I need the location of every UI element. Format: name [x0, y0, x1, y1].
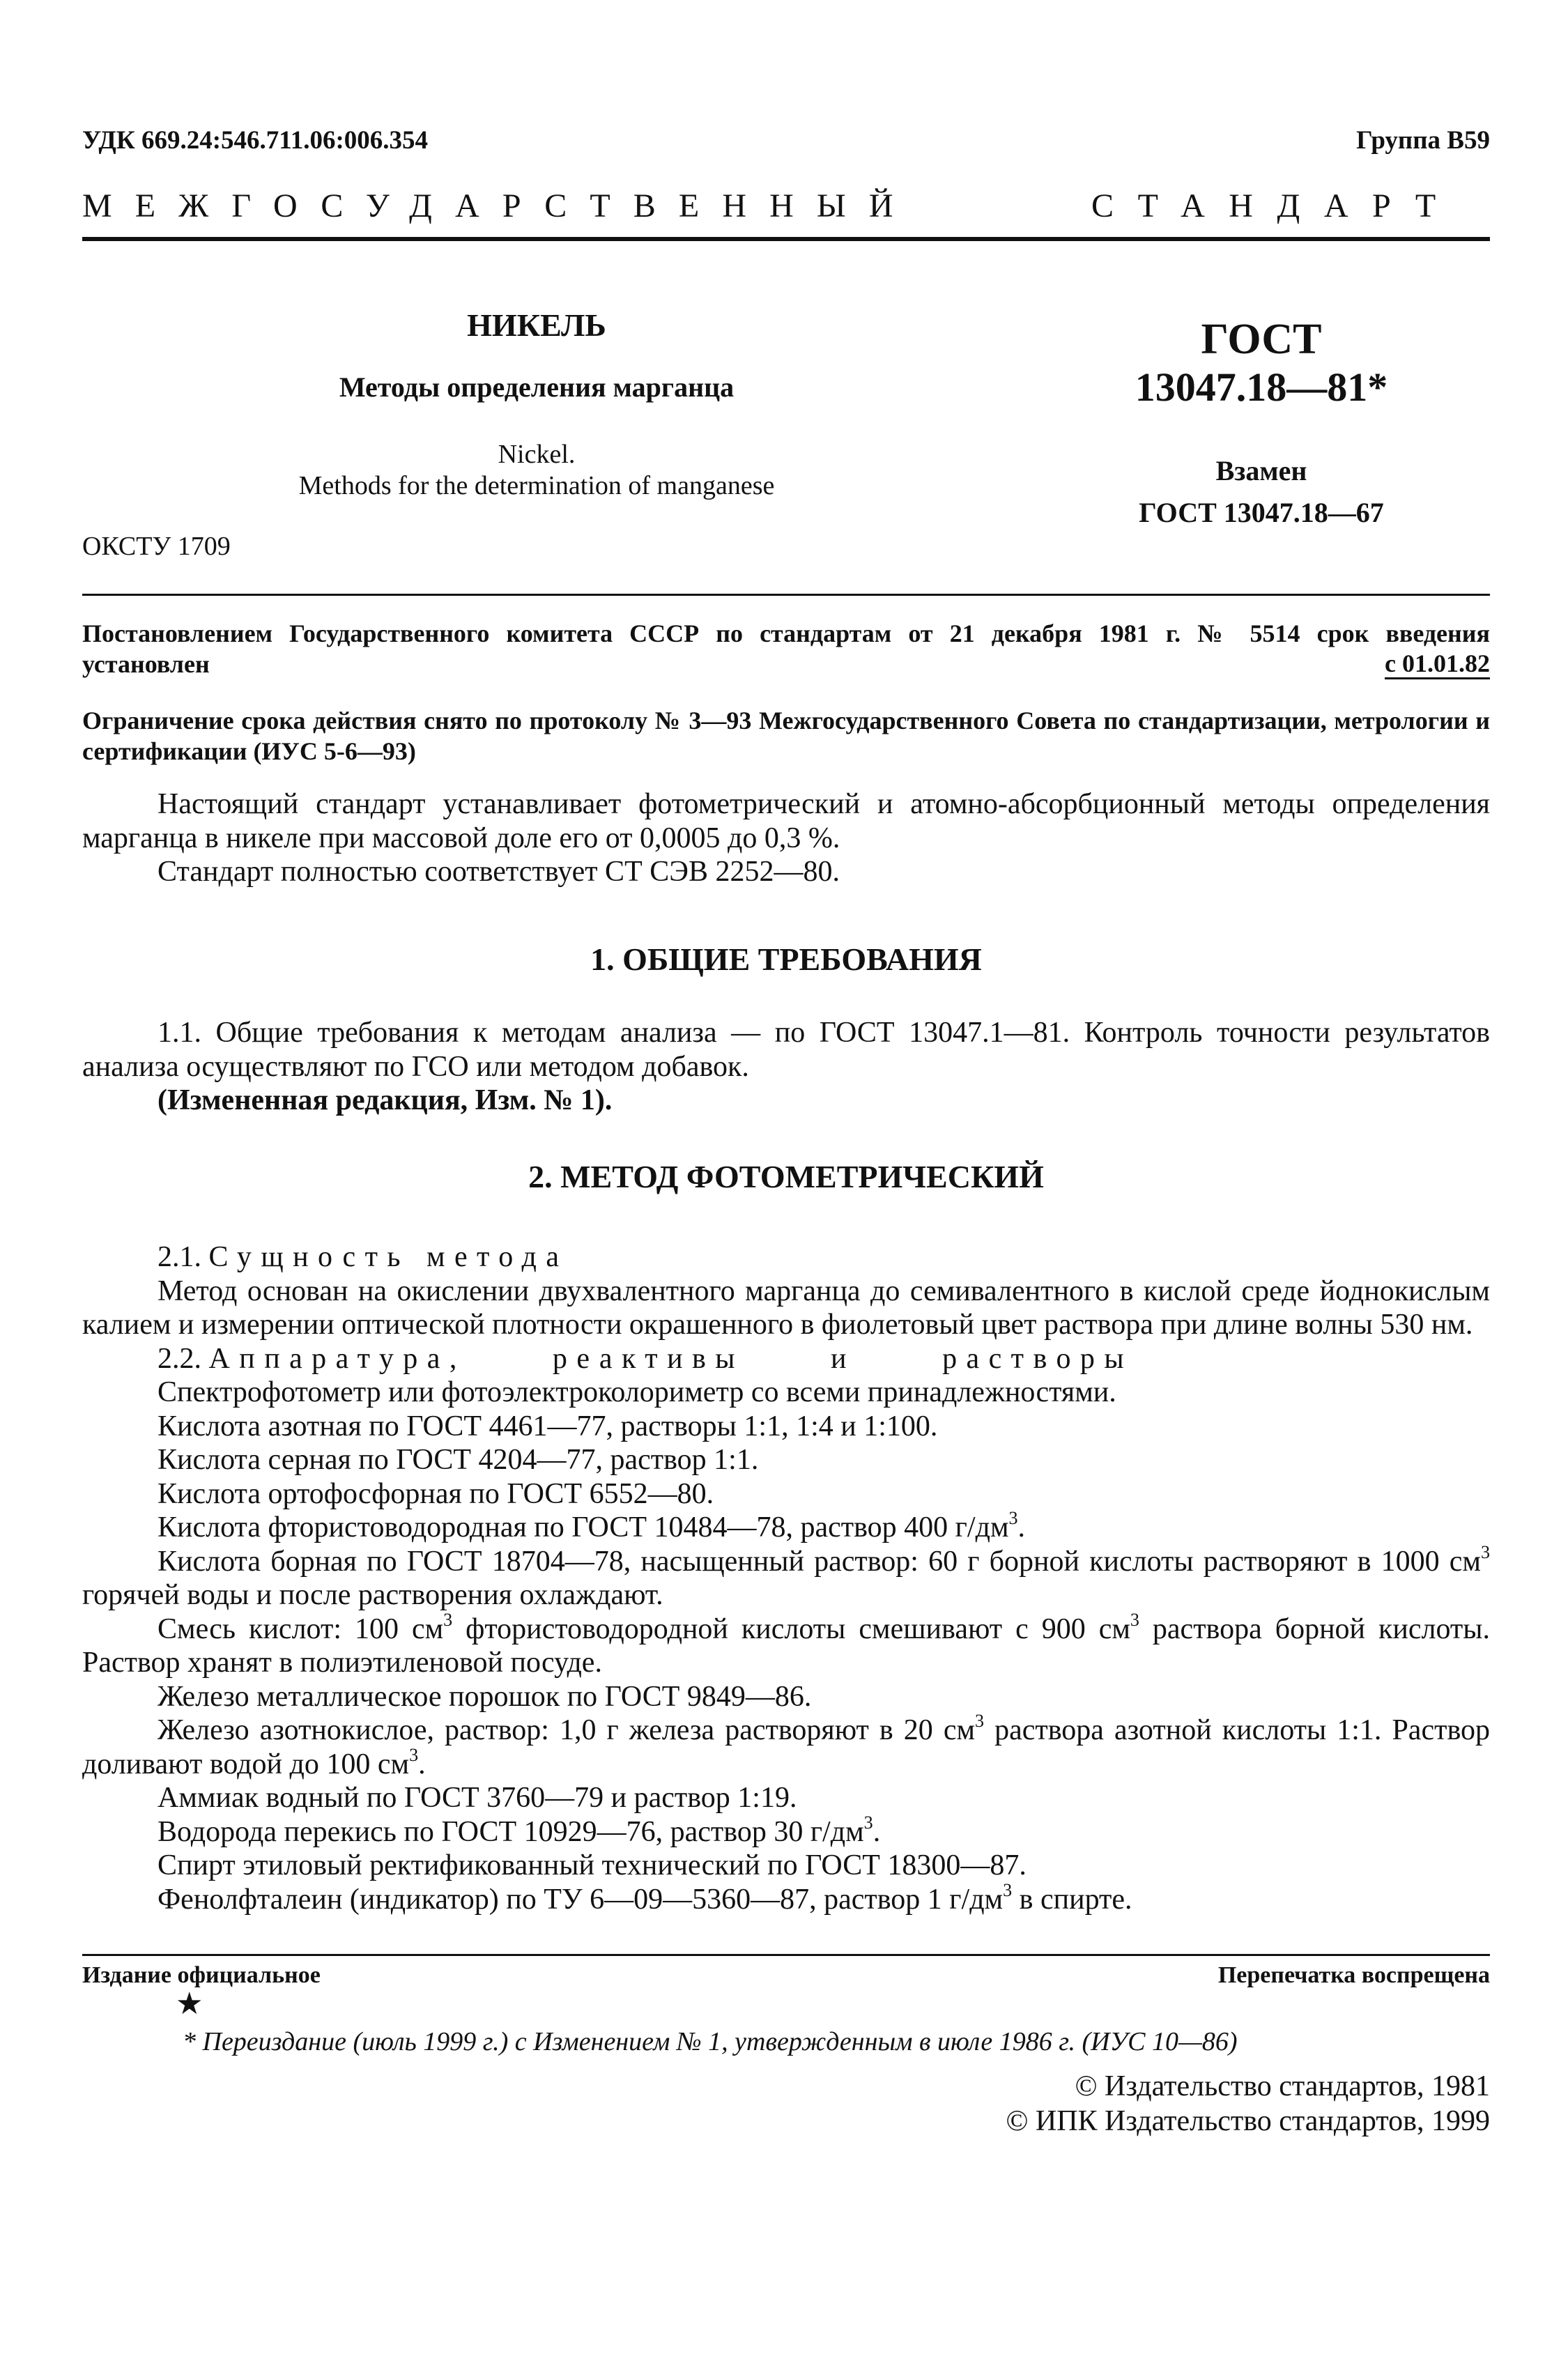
clause-2-2-word4: растворы: [942, 1342, 1133, 1375]
reagent-item: Смесь кислот: 100 $см^3$ фтористоводородной кислоты смешивают с 900 $см^3$ раствора борной кислоты. Раствор хранят в полиэтиленовой посуде.: [82, 1609, 1491, 1679]
copyright-1981: © Издательство стандартов, 1981: [1075, 2070, 1490, 2102]
decree-date: с 01.01.82: [1385, 649, 1490, 679]
intro-paragraph: Настоящий стандарт устанавливает фотометрический и атомно-абсорбционный методы определения марганца в никеле при массовой доле его от 0,0005 до 0,3 %.: [82, 788, 1490, 854]
udk-code: УДК 669.24:546.711.06:006.354: [82, 126, 429, 155]
clause-2-1-heading: [82, 1240, 1490, 1275]
clause-2-2-word2: реактивы: [552, 1342, 744, 1375]
limitation-note: Ограничение срока действия снято по протоколу № 3—93 Межгосударственного Совета по стандартизации, метрологии и сертификации (ИУС 5-6—93): [82, 707, 1490, 765]
gost-number: 13047.18—81*: [1135, 364, 1388, 410]
replaces-label: Взамен: [1215, 455, 1307, 486]
banner-right: СТАНДАРТ: [1091, 187, 1460, 224]
english-title-line2: Methods for the determination of manganese: [298, 471, 775, 500]
reprint-prohibited: Перепечатка воспрещена: [1217, 1962, 1490, 1988]
footer-rule: [82, 1954, 1490, 1956]
banner-left: МЕЖГОСУДАРСТВЕННЫЙ: [82, 187, 916, 224]
reagent-item: Спектрофотометр или фотоэлектроколориметр со всеми принадлежностями.: [157, 1376, 1116, 1408]
banner-rule: [82, 237, 1490, 241]
intro: [82, 787, 1490, 889]
title-rule: [82, 594, 1490, 596]
edit-note: (Измененная редакция, Изм. № 1).: [157, 1084, 613, 1116]
decree-line2-left: установлен: [82, 650, 210, 678]
document-title: НИКЕЛЬ: [467, 307, 606, 343]
gost-label: ГОСТ: [1201, 316, 1322, 363]
clause-1-1: 1.1. Общие требования к методам анализа — по ГОСТ 13047.1—81. Контроль точности результатов анализа осуществляют по ГСО или методом добавок.: [82, 1017, 1490, 1083]
reagent-item: Кислота серная по ГОСТ 4204—77, раствор 1:1.: [157, 1444, 759, 1476]
okstu-code: ОКСТУ 1709: [82, 532, 231, 561]
star-icon: ★: [176, 1987, 203, 2021]
english-title-line1: Nickel.: [498, 440, 576, 469]
document-subtitle: Методы определения марганца: [339, 371, 735, 403]
section2-body: [82, 1240, 1490, 1916]
reagent-item: Водорода перекись по ГОСТ 10929—76, раствор 30 $г/дм^3$.: [157, 1812, 881, 1848]
reagent-item: Железо азотнокислое, раствор: 1,0 г железа растворяют в 20 $см^3$ раствора азотной кислоты 1:1. Раствор доливают водой до 100 $см^3$.: [82, 1710, 1490, 1780]
reagent-item: Кислота азотная по ГОСТ 4461—77, растворы 1:1, 1:4 и 1:100.: [157, 1410, 938, 1442]
copyright-1999: © ИПК Издательство стандартов, 1999: [1006, 2105, 1490, 2137]
reagent-item: Аммиак водный по ГОСТ 3760—79 и раствор 1:19.: [157, 1782, 797, 1814]
reagent-item: Кислота фтористоводородная по ГОСТ 10484—78, раствор 400 $г/дм^3$.: [157, 1507, 1026, 1543]
clause-2-2-number: 2.2. Аппаратура,: [157, 1342, 466, 1375]
group-code: Группа В59: [1356, 126, 1490, 155]
reagent-item: Спирт этиловый ректификованный технический по ГОСТ 18300—87.: [157, 1849, 1027, 1881]
replaces-number: ГОСТ 13047.18—67: [1139, 497, 1384, 528]
reagent-item: Кислота борная по ГОСТ 18704—78, насыщенный раствор: 60 г борной кислоты растворяют в 1000 $см^3$ горячей воды и после растворения охлаждают.: [82, 1541, 1490, 1611]
intro-compliance: Стандарт полностью соответствует СТ СЭВ 2252—80.: [157, 856, 840, 888]
reissue-note: * Переиздание (июль 1999 г.) с Изменением № 1, утвержденным в июле 1986 г. (ИУС 10—86): [183, 2027, 1238, 2056]
clause-2-1-title: Сущность метода: [208, 1241, 569, 1273]
reagent-item: Кислота ортофосфорная по ГОСТ 6552—80.: [157, 1477, 714, 1510]
clause-2-2-word3: и: [831, 1342, 856, 1375]
reagent-item: Фенолфталеин (индикатор) по ТУ 6—09—5360—87, раствор 1 $г/дм^3$ в спирте.: [157, 1879, 1132, 1916]
official-edition: Издание официальное: [82, 1962, 321, 1988]
clause-2-2-heading: [82, 1342, 1133, 1376]
clause-2-1-number: 2.1.: [157, 1241, 201, 1273]
decree-line1: Постановлением Государственного комитета СССР по стандартам от 21 декабря 1981 г. № 5514 срок введения: [82, 619, 1490, 647]
section1-body: [82, 1016, 1490, 1118]
clause-2-1-text: Метод основан на окислении двухвалентного марганца до семивалентного в кислой среде йоднокислым калием и измерении оптической плотности окрашенного в фиолетовый цвет раствора при длине волны 530 нм.: [82, 1275, 1490, 1341]
reagent-item: Железо металлическое порошок по ГОСТ 9849—86.: [157, 1680, 812, 1713]
section1-heading: 1. ОБЩИЕ ТРЕБОВАНИЯ: [590, 941, 982, 977]
section2-heading: 2. МЕТОД ФОТОМЕТРИЧЕСКИЙ: [528, 1159, 1044, 1194]
